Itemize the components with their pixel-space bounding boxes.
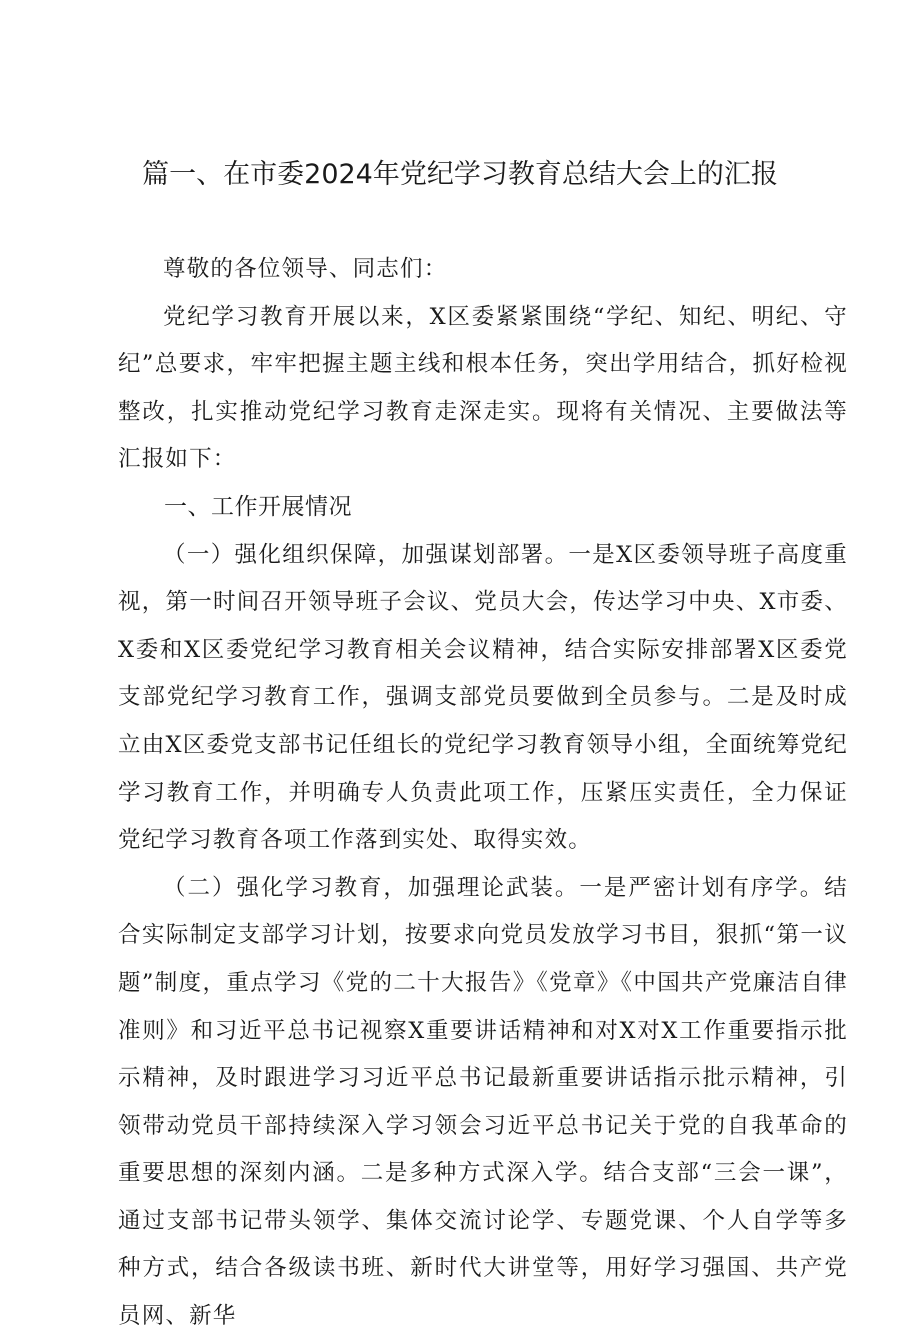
intro-paragraph: 党纪学习教育开展以来，X区委紧紧围绕“学纪、知纪、明纪、守纪”总要求，牢牢把握主题主线和根本任务，突出学用结合，抓好检视整改，扎实推动党纪学习教育走深走实。现将有关情况、主要做法等汇报如下： xyxy=(118,303,848,473)
subsection-paragraph-1: （一）强化组织保障，加强谋划部署。一是X区委领导班子高度重视，第一时间召开领导班子会议、党员大会，传达学习中央、X市委、X委和X区委党纪学习教育相关会议精神，结合实际安排部署X区委党支部党纪学习教育工作，强调支部党员要做到全员参与。二是及时成立由X区委党支部书记任组长的党纪学习教育领导小组，全面统筹党纪学习教育工作，并明确专人负责此项工作，压紧压实责任，全力保证党纪学习教育各项工作落到实处、取得实效。 xyxy=(118,541,848,854)
salutation: 尊敬的各位领导、同志们： xyxy=(163,256,448,282)
document-title: 篇一、在市委2024年党纪学习教育总结大会上的汇报 xyxy=(142,159,778,190)
subsection-paragraph-2: （二）强化学习教育，加强理论武装。一是严密计划有序学。结合实际制定支部学习计划，按要求向党员发放学习书目，狠抓“第一议题”制度，重点学习《党的二十大报告》《党章》《中国共产党廉洁自律准则》和习近平总书记视察X重要讲话精神和对X对X工作重要指示批示精神，及时跟进学习习近平总书记最新重要讲话指示批示精神，引领带动党员干部持续深入学习领会习近平总书记关于党的自我革命的重要思想的深刻内涵。二是多种方式深入学。结合支部“三会一课”，通过支部书记带头领学、集体交流讨论学、专题党课、个人自学等多种方式，结合各级读书班、新时代大讲堂等，用好学习强国、共产党员网、新华 xyxy=(118,874,848,1330)
document-body xyxy=(118,246,848,1341)
section-heading: 一、工作开展情况 xyxy=(164,493,352,520)
